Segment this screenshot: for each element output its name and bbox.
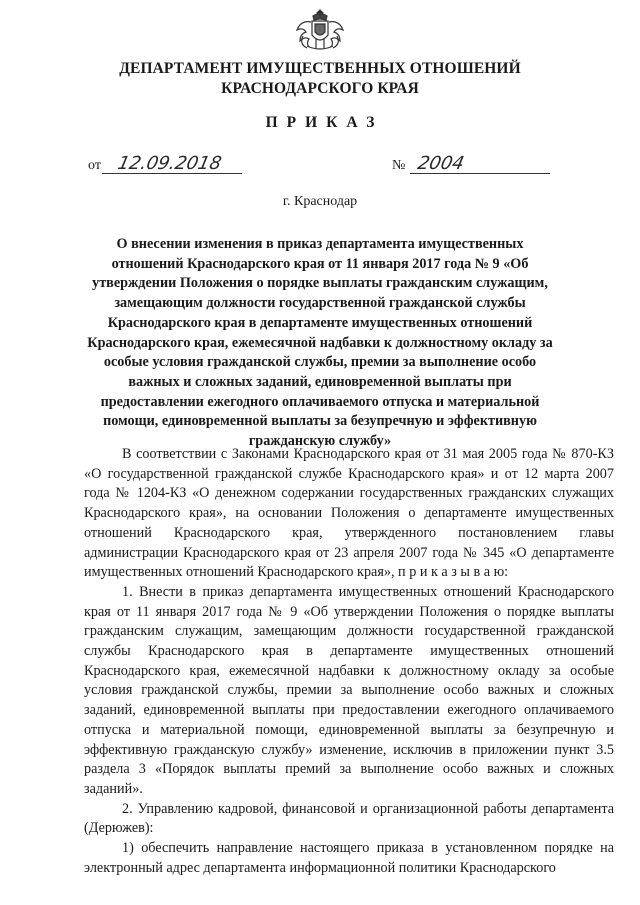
item-1-paragraph: 1. Внести в приказ департамента имущественных отношений Краснодарского края от 11 января 2017 года № 9 «Об утверждении Положения о порядке выплаты гражданским служащим, замещающим должности государственной гражданской службы Краснодарского края в департаменте имущественных отношений Краснодарского края, ежемесячной надбавки к должностному окладу за особые условия гражданской службы, премии за выполнение особо важных и сложных заданий, единовременной выплаты при предоставлении ежегодного оплачиваемого отпуска и материальной помощи, единовременной выплаты за безупречную и эффективную гражданскую службу» изменение, исключив в приложении пункт 3.5 раздела 3 «Порядок выплаты премий за выполнение особо важных и сложных заданий». (84, 583, 614, 797)
preamble-paragraph: В соответствии с Законами Краснодарского края от 31 мая 2005 года № 870-КЗ «О государственной гражданской службе Краснодарского края» и от 12 марта 2007 года № 1204-КЗ «О денежном содержании государственных гражданских служащих Краснодарского края», на основании Положения о департаменте имущественных отношений Краснодарского края, утвержденного постановлением главы администрации Краснодарского края от 23 апреля 2007 года № 345 «О департаменте имущественных отношений Краснодарского края», п р и к а з ы в а ю: (84, 446, 614, 581)
handwritten-date: 12.09.2018 (115, 153, 224, 174)
item-2-1-paragraph: 1) обеспечить направление настоящего приказа в установленном порядке на электронный адрес департамента информационной политики Краснодарского (84, 840, 614, 876)
org-name-line-2: КРАСНОДАРСКОГО КРАЯ (221, 80, 419, 97)
number-field (392, 152, 552, 176)
krasnodar-coat-of-arms-icon (293, 6, 347, 52)
document-title: О внесении изменения в приказ департамента имущественных отношений Краснодарского края от 11 января 2017 года № 9 «Об утверждении Положения о порядке выплаты гражданским служащим, замещающим должности государственной гражданской службы Краснодарского края в департаменте имущественных отношений Краснодарского края, ежемесячной надбавки к должностному окладу за особые условия гражданской службы, премии за выполнение особо важных и сложных заданий, единовременной выплаты при предоставлении ежегодного оплачиваемого отпуска и материальной помощи, единовременной выплаты за безупречную и эффективную гражданскую службу» (87, 236, 553, 450)
date-prefix: от (88, 158, 101, 173)
city-line: г. Краснодар (282, 194, 358, 209)
date-field (88, 152, 248, 176)
number-prefix: № (392, 158, 406, 173)
document-type: ПРИКАЗ (265, 114, 384, 131)
org-name-line-1: ДЕПАРТАМЕНТ ИМУЩЕСТВЕННЫХ ОТНОШЕНИЙ (119, 60, 521, 77)
item-2-paragraph: 2. Управлению кадровой, финансовой и организационной работы департамента (Дерюжев): (84, 800, 614, 837)
document-body (84, 445, 614, 878)
handwritten-number: 2004 (415, 153, 467, 174)
